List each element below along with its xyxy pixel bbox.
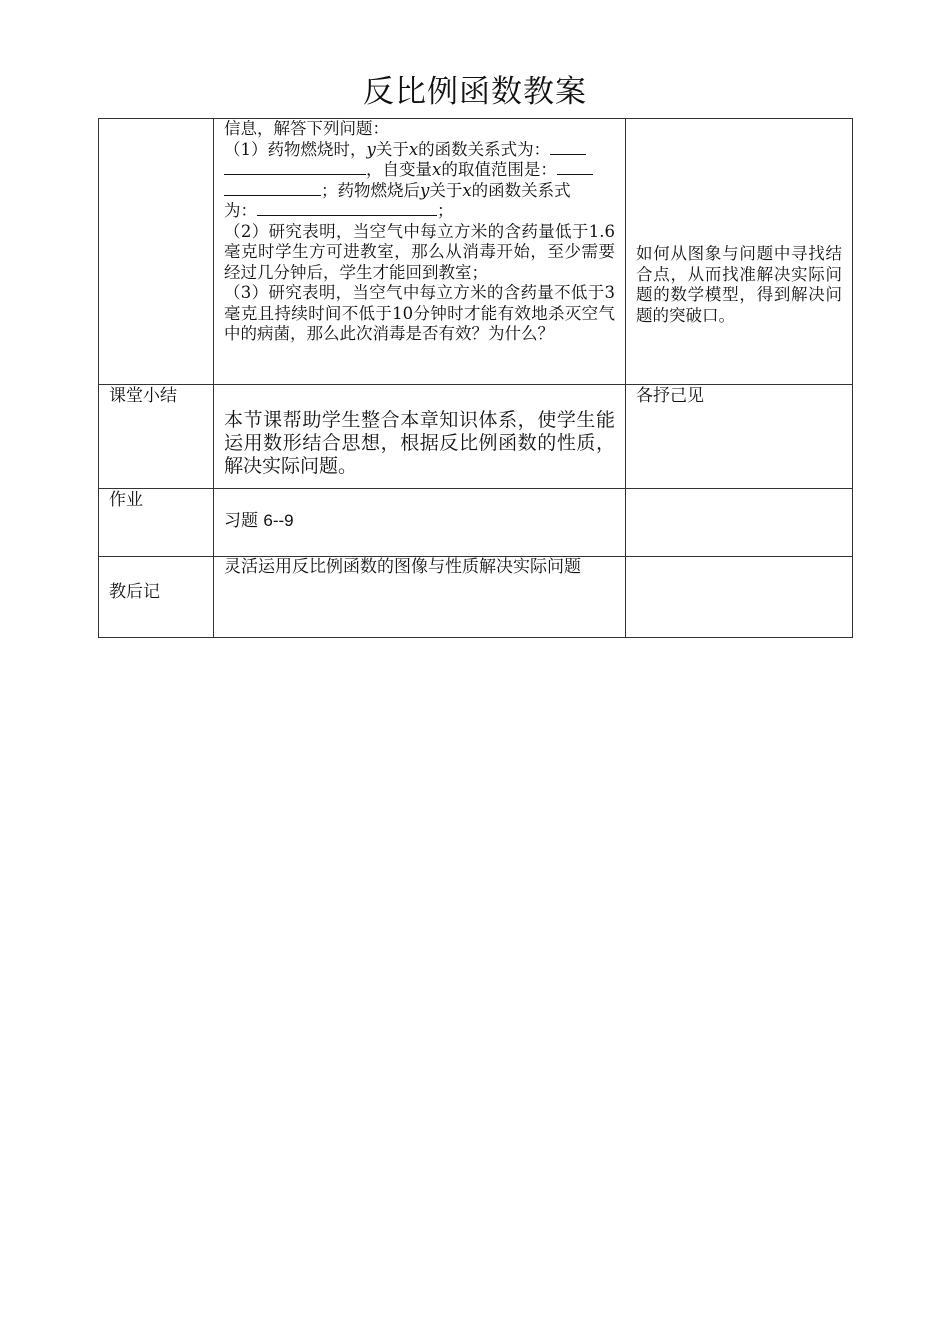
answer-blank[interactable] xyxy=(224,181,321,196)
row-label-cell xyxy=(99,557,214,638)
row-label: 教后记 xyxy=(109,582,160,602)
table-row xyxy=(99,489,853,557)
row-label-cell xyxy=(99,385,214,489)
teaching-note: 如何从图象与问题中寻找结合点，从而找准解决实际问题的数学模型，得到解决问题的突破口。 xyxy=(636,244,842,325)
note-cell xyxy=(626,119,853,385)
answer-blank[interactable] xyxy=(224,160,366,175)
table-row xyxy=(99,385,853,489)
problem-text: 信息，解答下列问题： （1）药物燃烧时，y关于x的函数关系式为： ，自变量x的取值范围是： ；药物燃烧后y关于x的函数关系式 为： ； （2）研究表明，当空气中每立方米的含药量低于1.6毫克时学生方可进教室，那么从消毒开始，至少需要经过几分钟后，学生才能回到教室； （3）研究表明，当空气中每立方米的含药量不低于3毫克且持续时间不低于10分钟时才能有效地杀灭空气中的病菌，那么此次消毒是否有效？为什么？ xyxy=(224,119,615,343)
lesson-plan-table xyxy=(98,118,853,638)
row-label: 课堂小结 xyxy=(109,386,177,406)
row-label-cell xyxy=(99,489,214,557)
answer-blank[interactable] xyxy=(550,140,586,155)
answer-blank[interactable] xyxy=(257,201,437,216)
note-cell xyxy=(626,489,853,557)
reflection-text: 灵活运用反比例函数的图像与性质解决实际问题 xyxy=(224,557,581,577)
teaching-note: 各抒己见 xyxy=(636,386,704,406)
question-2: （2）研究表明，当空气中每立方米的含药量低于1.6毫克时学生方可进教室，那么从消毒开始，至少需要经过几分钟后，学生才能回到教室； xyxy=(224,221,615,282)
row-label: 作业 xyxy=(109,490,143,510)
page-title: 反比例函数教案 xyxy=(363,74,587,110)
note-cell xyxy=(626,557,853,638)
row-label-cell xyxy=(99,119,214,385)
answer-blank[interactable] xyxy=(557,160,593,175)
summary-text: 本节课帮助学生整合本章知识体系，使学生能运用数形结合思想，根据反比例函数的性质，解决实际问题。 xyxy=(224,409,615,477)
content-cell xyxy=(214,489,626,557)
table-row xyxy=(99,557,853,638)
table-row xyxy=(99,119,853,385)
homework-text: 习题 6--9 xyxy=(224,511,294,531)
content-cell xyxy=(214,557,626,638)
content-cell xyxy=(214,119,626,385)
question-3: （3）研究表明，当空气中每立方米的含药量不低于3毫克且持续时间不低于10分钟时才能有效地杀灭空气中的病菌，那么此次消毒是否有效？为什么？ xyxy=(224,283,615,343)
content-cell xyxy=(214,385,626,489)
note-cell xyxy=(626,385,853,489)
